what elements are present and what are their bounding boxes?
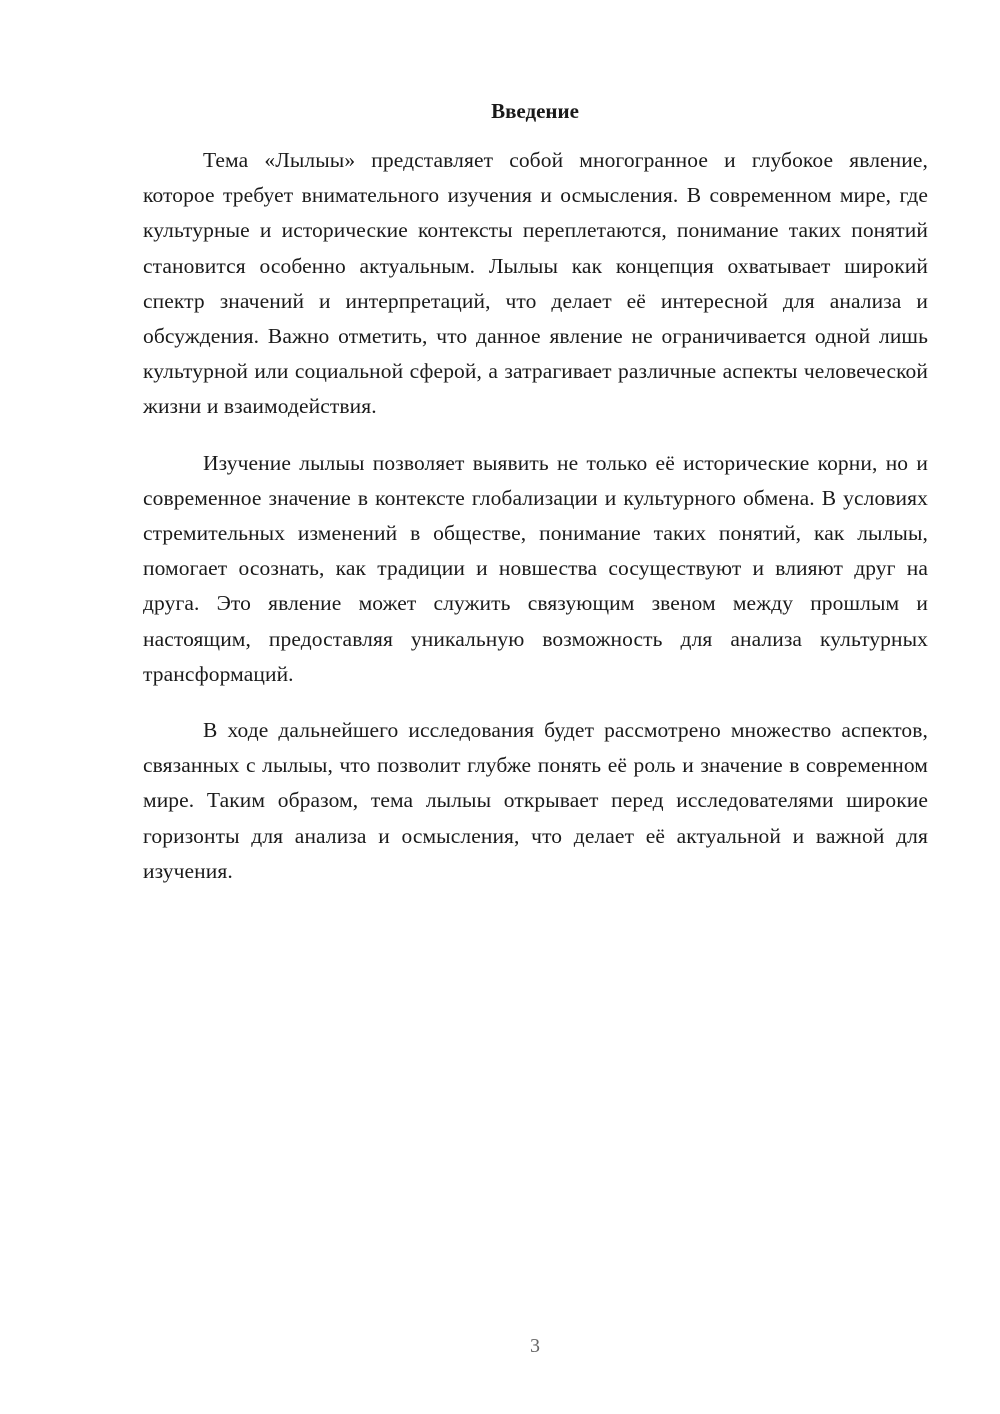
- paragraph-2: Изучение лылыы позволяет выявить не только её исторические корни, но и современное значение в контексте глобализации и культурного обмена. В условиях стремительных изменений в обществе, понимание таких понятий, как лылыы, помогает осознать, как традиции и новшества сосуществуют и влияют друг на друга. Это явление может служить связующим звеном между прошлым и настоящим, предоставляя уникальную возможность для анализа культурных трансформаций.: [143, 450, 928, 686]
- body-text: [143, 143, 928, 910]
- section-title: Введение: [491, 99, 579, 123]
- page-number: 3: [530, 1335, 540, 1357]
- paragraph-1: Тема «Лылыы» представляет собой многогранное и глубокое явление, которое требует внимательного изучения и осмысления. В современном мире, где культурные и исторические контексты переплетаются, понимание таких понятий становится особенно актуальным. Лылыы как концепция охватывает широкий спектр значений и интерпретаций, что делает её интересной для анализа и обсуждения. Важно отметить, что данное явление не ограничивается одной лишь культурной или социальной сферой, а затрагивает различные аспекты человеческой жизни и взаимодействия.: [143, 148, 928, 419]
- paragraph-3: В ходе дальнейшего исследования будет рассмотрено множество аспектов, связанных с лылыы, что позволит глубже понять её роль и значение в современном мире. Таким образом, тема лылыы открывает перед исследователями широкие горизонты для анализа и осмысления, что делает её актуальной и важной для изучения.: [143, 718, 928, 883]
